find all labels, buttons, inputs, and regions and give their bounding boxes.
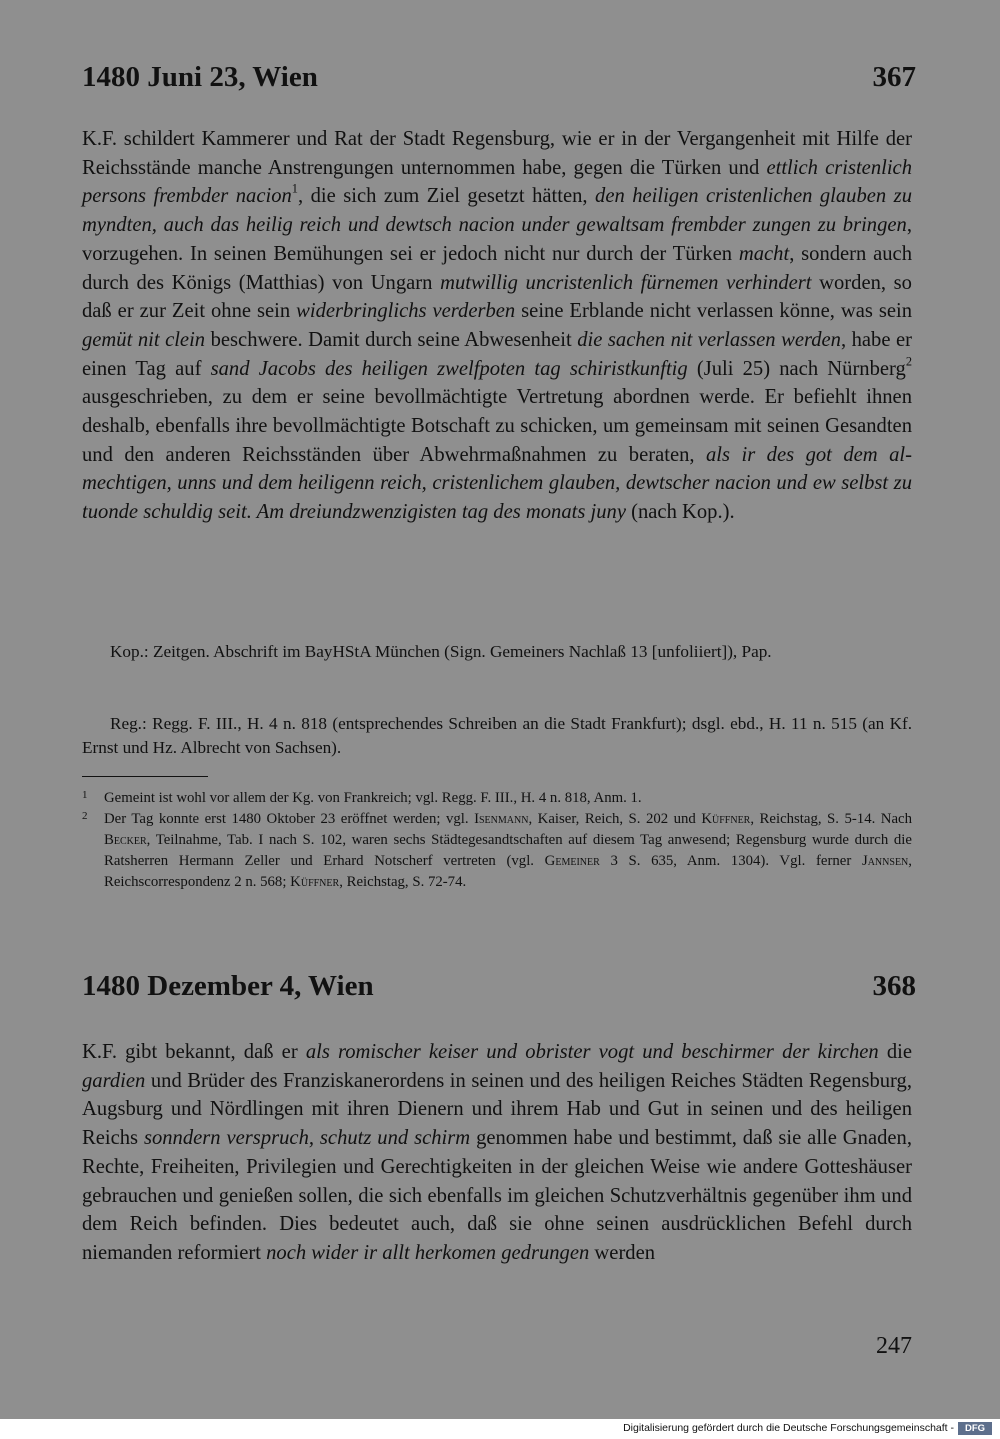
text-run: , die sich zum Ziel gesetzt hätten, [297,185,596,208]
text-run: K.F. gibt bekannt, daß er [82,1041,306,1063]
text-run: beschwere. Damit durch seine Abwesenheit [205,328,578,351]
document-number: 367 [872,61,916,93]
regest-paragraph [82,125,912,527]
funding-note: Digitalisierung gefördert durch die Deutsche Forschungsgemeinschaft - [623,1422,954,1434]
text-run: die [878,1041,912,1063]
author-name: Küffner [701,811,751,827]
footnotes [82,788,912,893]
footnote-text: , Kaiser, Reich, S. 202 und [528,811,702,827]
text-run: ausgeschrieben, zu dem er seine bevollmächtigte Vertretung abordnen werde. Er befiehlt ihnen deshalb, ebenfalls ihre bevollmächtigte Botschaft zu schicken, um gemeinsam mit seinen Gesandten und den anderen Reichsständen über Abwehrmaßnahmen zu beraten, [82,386,912,466]
footnote-1 [82,788,912,809]
author-name: Küffner [290,874,340,890]
quote-run: noch wider ir allt herkomen gedrungen [266,1241,590,1264]
quote-run: als romischer keiser und obrister vogt und beschirmer der kirchen [305,1041,879,1063]
page-number: 247 [876,1333,912,1359]
quote-run: gemüt nit clein [82,328,206,351]
footnote-text: , Reichscorrespondenz 2 n. 568; [104,853,912,890]
author-name: Jannsen [861,853,909,869]
quote-run: als ir des got dem almechtigen, unns und dem heiligenn reich, cristenlichem glauben, dewtscher nacion und ew selbst zu tuonde schuldig seit. Am dreiundzwenzigisten tag des monats juny [82,443,912,524]
quote-run: die sachen nit verlassen werden [577,328,841,351]
text-run: , sondern auch durch des Königs (Matthias) von Ungarn [82,242,912,294]
footnote-text: , Reichstag, S. 5-14. Nach [750,811,912,827]
regest-text [82,125,912,527]
source-regesten [82,712,912,760]
quote-run: widerbringlichs verderben [296,300,516,323]
text-run: , habe er einen Tag auf [82,328,912,380]
text-run: und Brüder des Franziskanerordens in seinen und des heiligen Reiches Städten Regensburg, Augsburg und Nördlingen mit ihren Dienern und ihrem Hab und Gut in seinen und des heiligen Reichs [82,1069,912,1150]
footnote-2 [82,809,912,893]
footnote-mark: 2 [82,810,88,822]
regest-text [82,1038,912,1268]
regest-paragraph [82,1038,912,1268]
author-name: Becker [104,832,147,848]
footnote-mark: 1 [82,789,88,801]
document-date-place: 1480 Juni 23, Wien [82,61,318,93]
document-number: 368 [872,970,916,1002]
funding-footer [0,1419,1000,1439]
quote-run: den heiligen cristenlichen glauben zu myndten, auch das heilig reich und dewtsch nacion under gewaltsam frembder zungen zu bringen [82,185,912,237]
footnote-ref: 2 [905,354,913,369]
text-run: worden, so daß er zur Zeit ohne sein [82,271,912,323]
quote-run: sonndern verspruch, schutz und schirm [143,1127,471,1150]
quote-run: mutwillig uncristenlich fürnemen verhindert [440,271,812,294]
quote-run: gardien [82,1069,146,1092]
quote-run: ettlich cristenlich persons frembder nacion [82,156,912,208]
footnote-text: Gemeint ist wohl vor allem der Kg. von Frankreich; vgl. Regg. F. III., H. 4 n. 818, Anm. 1. [104,790,642,806]
footnote-text: 3 S. 635, Anm. 1304). Vgl. ferner [599,853,862,869]
footnote-ref: 1 [291,182,298,197]
regesten-text: Reg.: Regg. F. III., H. 4 n. 818 (entsprechendes Schreiben an die Stadt Frankfurt); dsgl. ebd., H. 11 n. 515 (an Kf. Ernst und Hz. Albrecht von Sachsen). [82,714,912,757]
text-run: (Juli 25) nach Nürnberg [687,357,906,380]
quote-run: sand Jacobs des heiligen zwelfpoten tag schiristkunftig [210,357,688,380]
author-name: Gemeiner [544,853,600,869]
source-kopie [82,640,912,664]
footnote-text: , Teilnahme, Tab. I nach S. 102, waren sechs Städtegesandtschaften auf diesem Tag anwesend; Regensburg wurde durch die Ratsherren Hermann Zeller und Erhard Notscherf vertreten (vgl. [104,832,912,869]
text-run: genommen habe und bestimmt, daß sie alle Gnaden, Rechte, Freiheiten, Privilegien und Gerechtigkeiten in der gleichen Weise wie andere Gotteshäuser gebrauchen und genießen sollen, die sich ebenfalls im gleichen Schutzverhältnis gegenüber ihm und dem Reich befinden. Dies bedeutet auch, daß sie ohne seinen ausdrücklichen Befehl durch niemanden reformiert [82,1127,912,1264]
footnote-separator [82,776,208,777]
author-name: Isenmann [474,811,529,827]
quote-run: macht [738,242,790,265]
footnote-text: , Reichstag, S. 72-74. [339,874,467,890]
text-run: (nach Kop.). [625,501,735,524]
text-run: seine Erblande nicht verlassen könne, was sein [515,300,912,323]
document-date-place: 1480 Dezember 4, Wien [82,970,374,1002]
dfg-logo: DFG [958,1422,992,1435]
text-run: K.F. schildert Kammerer und Rat der Stadt Regensburg, wie er in der Vergangenheit mit Hilfe der Reichsstände manche Anstrengungen unternommen habe, gegen die Türken und [82,128,912,179]
text-run: , vorzugehen. In seinen Bemühungen sei er jedoch nicht nur durch der Türken [82,214,912,265]
kopie-text: Kop.: Zeitgen. Abschrift im BayHStA München (Sign. Gemeiners Nachlaß 13 [unfoliiert]), Pap. [110,642,772,661]
footnote-text: Der Tag konnte erst 1480 Oktober 23 eröffnet werden; vgl. [104,811,475,827]
text-run: werden [589,1241,656,1264]
